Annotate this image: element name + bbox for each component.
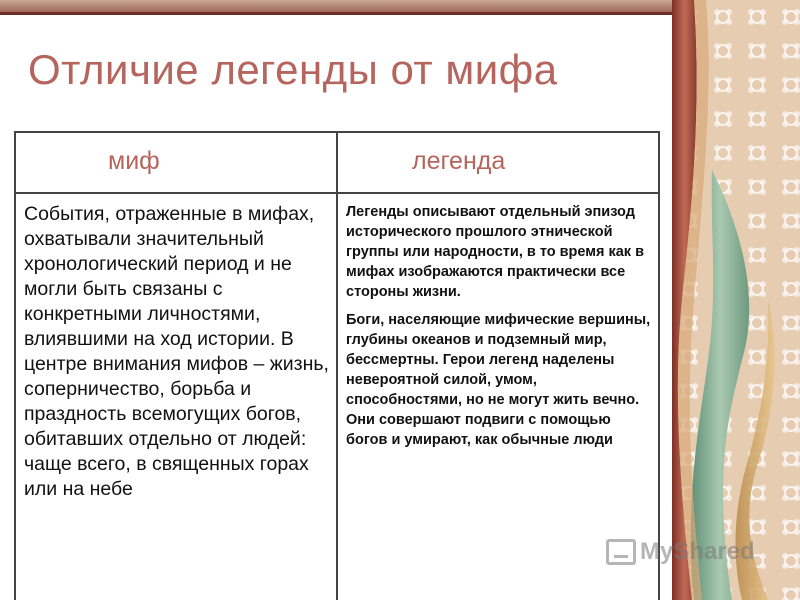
- legend-paragraph: Легенды описывают отдельный эпизод исторического прошлого этнической группы или народности, в то время как в мифах изображаются практически все стороны жизни.: [346, 204, 644, 300]
- myth-description: События, отраженные в мифах, охватывали значительный хронологический период и не могли быть связаны с конкретными личностями, влиявшими на ход истории. В центре внимания мифов – жизнь, соперничество, борьба и праздность всемогущих богов, обитавших отдельно от людей: чаще всего, в священных горах или на небе: [24, 203, 329, 500]
- watermark: [606, 538, 755, 566]
- legend-paragraph: Боги, населяющие мифические вершины, глубины океанов и подземный мир, бессмертны. Герои легенд наделены невероятной силой, умом, способностями, но не могут жить вечно. Они совершают подвиги с помощью богов и умирают, как обычные люди: [346, 312, 651, 448]
- top-decorative-line: [0, 12, 690, 15]
- comparison-table: [14, 131, 660, 600]
- column-divider: [336, 133, 338, 600]
- watermark-text: MyShared: [640, 538, 755, 565]
- decorative-side-panel: [672, 0, 800, 600]
- slide-title: Отличие легенды от мифа: [28, 46, 558, 93]
- ribbon-ornament: [672, 0, 800, 600]
- header-legend: легенда: [412, 147, 506, 175]
- top-decorative-band: [0, 0, 690, 12]
- legend-description: [346, 202, 656, 458]
- presentation-screen-icon: [606, 539, 636, 565]
- header-myth: миф: [108, 147, 160, 175]
